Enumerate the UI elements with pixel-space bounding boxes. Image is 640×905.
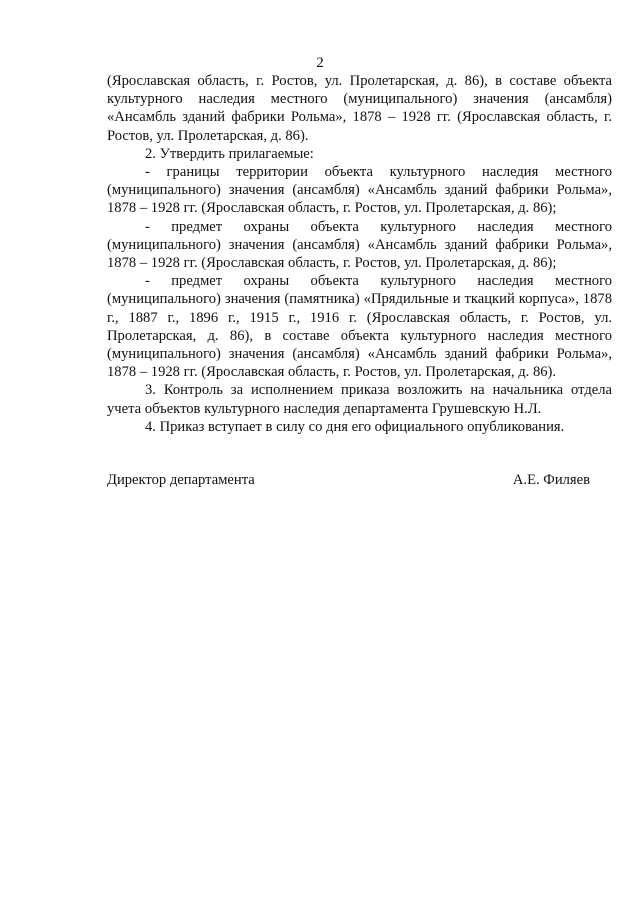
paragraph-continuation: (Ярославская область, г. Ростов, ул. Пролетарская, д. 86), в составе объекта культурного наследия местного (муниципального) значения (ансамбля) «Ансамбль зданий фабрики Рольма», 1878 – 1928 гг. (Ярославская область, г. Ростов, ул. Пролетарская, д. 86).	[107, 73, 612, 144]
signatory-position: Директор департамента	[107, 472, 255, 488]
list-item-protection-subject-ensemble: - предмет охраны объекта культурного наследия местного (муниципального) значения (ансамбля) «Ансамбль зданий фабрики Рольма», 1878 – 1928 гг. (Ярославская область, г. Ростов, ул. Пролетарская, д. 86);	[107, 218, 612, 272]
paragraph-item-4: 4. Приказ вступает в силу со дня его официального опубликования.	[145, 418, 565, 435]
signature-block	[107, 471, 590, 489]
list-item-protection-subject-monument: - предмет охраны объекта культурного наследия местного (муниципального) значения (памятника) «Прядильные и ткацкий корпуса», 1878 г., 1887 г., 1896 г., 1915 г., 1916 г. (Ярославская область, г. Ростов, ул. Пролетарская, д. 86), в составе объекта культурного наследия местного (муниципального) значения (ансамбля) «Ансамбль зданий фабрики Рольма», 1878 – 1928 гг. (Ярославская область, г. Ростов, ул. Пролетарская, д. 86).	[107, 273, 612, 381]
paragraph-item-2: 2. Утвердить прилагаемые:	[145, 145, 314, 162]
signatory-name: А.Е. Филяев	[512, 472, 590, 488]
page-number: 2	[316, 55, 324, 71]
list-item-territory-boundaries: - границы территории объекта культурного наследия местного (муниципального) значения (ансамбля) «Ансамбль зданий фабрики Рольма», 1878 – 1928 гг. (Ярославская область, г. Ростов, ул. Пролетарская, д. 86);	[107, 164, 612, 217]
paragraph-item-3: 3. Контроль за исполнением приказа возложить на начальника отдела учета объектов культурного наследия департамента Грушевскую Н.Л.	[107, 382, 612, 417]
document-body	[107, 72, 612, 436]
